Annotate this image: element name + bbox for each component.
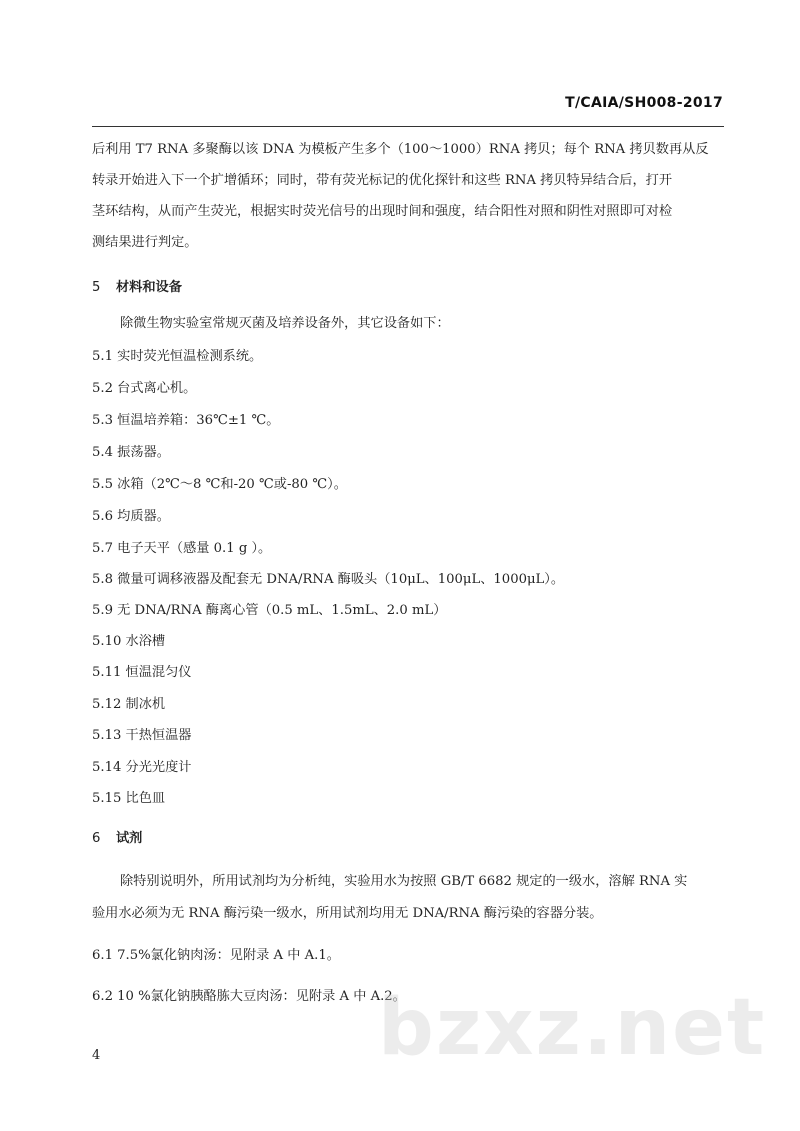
- list-item: 5.11 恒温混匀仪: [92, 665, 192, 680]
- body-text-line: 测结果进行判定。: [92, 235, 198, 250]
- list-item: 5.3 恒温培养箱：36℃±1 ℃。: [92, 413, 280, 428]
- list-item: 5.8 微量可调移液器及配套无 DNA/RNA 酶吸头（10μL、100μL、1000μL）。: [92, 572, 565, 587]
- section-number: 6: [92, 831, 101, 846]
- list-item: 6.2 10 %氯化钠胰酪胨大豆肉汤：见附录 A 中 A.2。: [92, 989, 406, 1004]
- section-heading: [92, 830, 142, 848]
- header-rule: [92, 126, 724, 127]
- list-item: 6.1 7.5%氯化钠肉汤：见附录 A 中 A.1。: [92, 948, 340, 963]
- body-text-line: 后利用 T7 RNA 多聚酶以该 DNA 为模板产生多个（100～1000）RNA 拷贝；每个 RNA 拷贝数再从反: [92, 142, 709, 157]
- list-item: 5.9 无 DNA/RNA 酶离心管（0.5 mL、1.5mL、2.0 mL）: [92, 603, 447, 618]
- section-title: 试剂: [116, 831, 143, 846]
- section-intro: 除微生物实验室常规灭菌及培养设备外，其它设备如下：: [120, 316, 450, 331]
- list-item: 5.4 振荡器。: [92, 445, 170, 460]
- list-item: 5.7 电子天平（感量 0.1 g ）。: [92, 541, 272, 556]
- list-item: 5.12 制冰机: [92, 697, 166, 712]
- body-text-line: 转录开始进入下一个扩增循环；同时，带有荧光标记的优化探针和这些 RNA 拷贝特异结合后，打开: [92, 173, 673, 188]
- list-item: 5.14 分光光度计: [92, 760, 192, 775]
- section-heading: [92, 279, 182, 297]
- list-item: 5.1 实时荧光恒温检测系统。: [92, 349, 263, 364]
- list-item: 5.13 干热恒温器: [92, 728, 192, 743]
- section-number: 5: [92, 280, 101, 295]
- section-intro: 除特别说明外，所用试剂均为分析纯，实验用水为按照 GB/T 6682 规定的一级水，溶解 RNA 实: [120, 874, 688, 889]
- page-number: 4: [92, 1048, 101, 1063]
- watermark: bzxz.net: [378, 983, 767, 1073]
- section-title: 材料和设备: [116, 280, 182, 295]
- list-item: 5.2 台式离心机。: [92, 381, 197, 396]
- body-text-line: 验用水必须为无 RNA 酶污染一级水，所用试剂均用无 DNA/RNA 酶污染的容器分装。: [92, 906, 603, 921]
- standard-code: T/CAIA/SH008-2017: [565, 95, 723, 111]
- list-item: 5.10 水浴槽: [92, 634, 166, 649]
- list-item: 5.15 比色皿: [92, 791, 166, 806]
- list-item: 5.6 均质器。: [92, 509, 170, 524]
- list-item: 5.5 冰箱（2℃～8 ℃和-20 ℃或-80 ℃）。: [92, 477, 347, 492]
- body-text-line: 茎环结构，从而产生荧光，根据实时荧光信号的出现时间和强度，结合阳性对照和阴性对照即可对检: [92, 204, 673, 219]
